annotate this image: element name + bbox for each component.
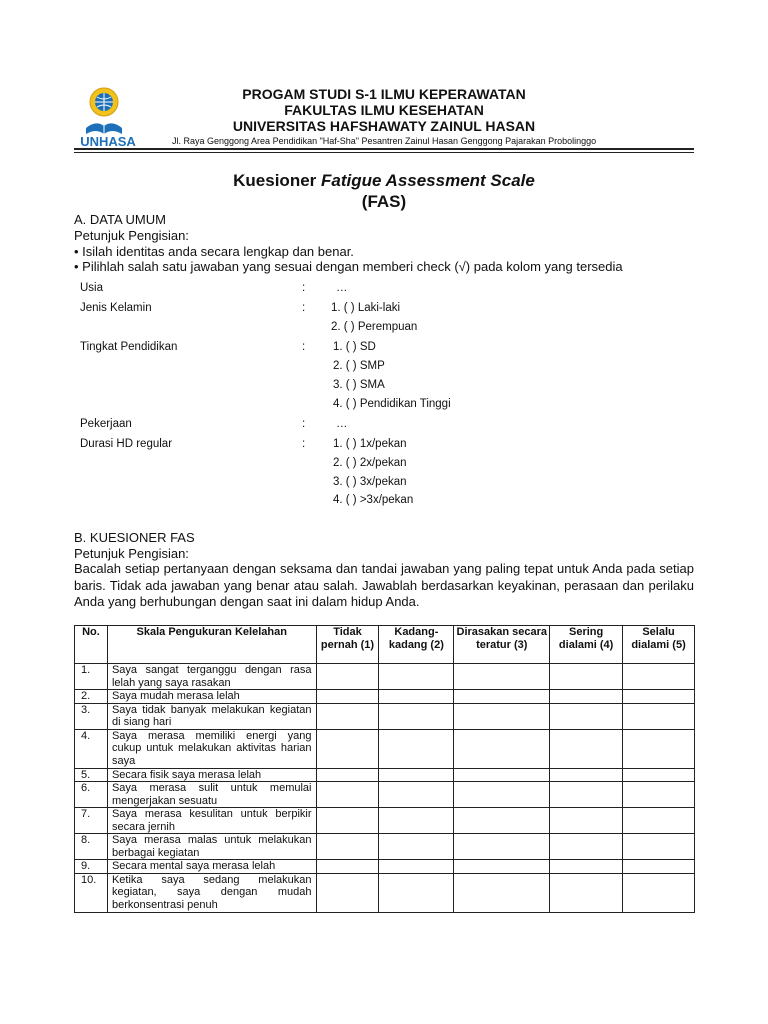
table-header-row bbox=[75, 626, 695, 664]
answer-cell-4[interactable] bbox=[550, 664, 623, 690]
field-value-usia[interactable]: … bbox=[336, 282, 348, 294]
section-b-instructions: Bacalah setiap pertanyaan dengan seksama dan tandai jawaban yang paling tepat untuk Anda pada setiap baris. Tidak ada jawaban yang benar atau salah. Jawablah berdasarkan keyakinan, perasaan dan perilaku Anda yang berhubungan dengan saat ini dalam hidup Anda. bbox=[74, 561, 694, 609]
answer-cell-2[interactable] bbox=[379, 703, 454, 729]
answer-cell-4[interactable] bbox=[550, 690, 623, 704]
colon: : bbox=[302, 302, 306, 314]
item-statement: Saya sangat terganggu dengan rasa lelah yang saya rasakan bbox=[107, 664, 316, 690]
item-number: 8. bbox=[75, 834, 108, 860]
field-label-usia: Usia bbox=[80, 282, 104, 294]
item-number: 4. bbox=[75, 729, 108, 768]
answer-cell-1[interactable] bbox=[316, 873, 379, 912]
answer-cell-1[interactable] bbox=[316, 808, 379, 834]
field-label-tingkat-pendidikan: Tingkat Pendidikan bbox=[80, 341, 178, 353]
answer-cell-5[interactable] bbox=[623, 808, 695, 834]
field-value-pekerjaan[interactable]: … bbox=[336, 418, 348, 430]
table-row bbox=[75, 729, 695, 768]
logo-text: UNHASA bbox=[80, 134, 136, 148]
answer-cell-2[interactable] bbox=[379, 690, 454, 704]
col-header-sering: Sering dialami (4) bbox=[550, 626, 623, 664]
answer-cell-3[interactable] bbox=[454, 873, 550, 912]
answer-cell-1[interactable] bbox=[316, 690, 379, 704]
item-statement: Saya merasa memiliki energi yang cukup untuk melakukan aktivitas harian saya bbox=[107, 729, 316, 768]
section-a-heading: A. DATA UMUM bbox=[74, 212, 166, 227]
answer-cell-5[interactable] bbox=[623, 768, 695, 782]
answer-cell-4[interactable] bbox=[550, 834, 623, 860]
item-number: 6. bbox=[75, 782, 108, 808]
option-more-3x-pekan[interactable]: 4. ( ) >3x/pekan bbox=[333, 494, 414, 506]
colon: : bbox=[302, 438, 306, 450]
fas-table bbox=[74, 625, 695, 913]
answer-cell-3[interactable] bbox=[454, 768, 550, 782]
section-b-heading: B. KUESIONER FAS bbox=[74, 530, 195, 545]
item-number: 3. bbox=[75, 703, 108, 729]
answer-cell-1[interactable] bbox=[316, 664, 379, 690]
item-number: 9. bbox=[75, 860, 108, 874]
answer-cell-1[interactable] bbox=[316, 703, 379, 729]
answer-cell-2[interactable] bbox=[379, 664, 454, 690]
page-title: Kuesioner Fatigue Assessment Scale bbox=[233, 171, 535, 190]
answer-cell-1[interactable] bbox=[316, 782, 379, 808]
item-number: 7. bbox=[75, 808, 108, 834]
answer-cell-3[interactable] bbox=[454, 808, 550, 834]
answer-cell-3[interactable] bbox=[454, 782, 550, 808]
item-statement: Saya tidak banyak melakukan kegiatan di siang hari bbox=[107, 703, 316, 729]
option-sma[interactable]: 3. ( ) SMA bbox=[333, 379, 385, 391]
answer-cell-1[interactable] bbox=[316, 834, 379, 860]
answer-cell-1[interactable] bbox=[316, 860, 379, 874]
answer-cell-2[interactable] bbox=[379, 808, 454, 834]
answer-cell-4[interactable] bbox=[550, 782, 623, 808]
answer-cell-5[interactable] bbox=[623, 873, 695, 912]
option-3x-pekan[interactable]: 3. ( ) 3x/pekan bbox=[333, 476, 407, 488]
section-a-instructions-label: Petunjuk Pengisian: bbox=[74, 228, 189, 243]
option-2x-pekan[interactable]: 2. ( ) 2x/pekan bbox=[333, 457, 407, 469]
table-row bbox=[75, 768, 695, 782]
answer-cell-3[interactable] bbox=[454, 834, 550, 860]
faculty-name: FAKULTAS ILMU KESEHATAN bbox=[284, 102, 484, 118]
answer-cell-2[interactable] bbox=[379, 782, 454, 808]
col-header-tidak-pernah: Tidak pernah (1) bbox=[316, 626, 379, 664]
answer-cell-5[interactable] bbox=[623, 664, 695, 690]
colon: : bbox=[302, 282, 306, 294]
answer-cell-3[interactable] bbox=[454, 690, 550, 704]
item-number: 5. bbox=[75, 768, 108, 782]
page-subtitle: (FAS) bbox=[361, 192, 407, 211]
answer-cell-5[interactable] bbox=[623, 703, 695, 729]
table-row bbox=[75, 860, 695, 874]
institution-address: Jl. Raya Genggong Area Pendidikan "Haf-Sha" Pesantren Zainul Hasan Genggong Pajarakan Probolinggo bbox=[172, 136, 597, 146]
table-row bbox=[75, 703, 695, 729]
answer-cell-4[interactable] bbox=[550, 703, 623, 729]
answer-cell-2[interactable] bbox=[379, 729, 454, 768]
university-logo-icon bbox=[72, 84, 144, 148]
item-number: 10. bbox=[75, 873, 108, 912]
table-row bbox=[75, 690, 695, 704]
answer-cell-3[interactable] bbox=[454, 664, 550, 690]
item-statement: Secara mental saya merasa lelah bbox=[107, 860, 316, 874]
col-header-selalu: Selalu dialami (5) bbox=[623, 626, 695, 664]
field-label-pekerjaan: Pekerjaan bbox=[80, 418, 132, 430]
answer-cell-5[interactable] bbox=[623, 860, 695, 874]
option-smp[interactable]: 2. ( ) SMP bbox=[333, 360, 385, 372]
option-sd[interactable]: 1. ( ) SD bbox=[333, 341, 376, 353]
colon: : bbox=[302, 418, 306, 430]
answer-cell-5[interactable] bbox=[623, 782, 695, 808]
item-statement: Saya merasa sulit untuk memulai mengerjakan sesuatu bbox=[107, 782, 316, 808]
field-label-durasi-hd: Durasi HD regular bbox=[80, 438, 173, 450]
answer-cell-1[interactable] bbox=[316, 768, 379, 782]
instruction-bullet: • Isilah identitas anda secara lengkap dan benar. bbox=[74, 244, 354, 259]
answer-cell-4[interactable] bbox=[550, 808, 623, 834]
answer-cell-4[interactable] bbox=[550, 873, 623, 912]
answer-cell-3[interactable] bbox=[454, 729, 550, 768]
field-label-jenis-kelamin: Jenis Kelamin bbox=[80, 302, 152, 314]
item-statement: Saya merasa kesulitan untuk berpikir secara jernih bbox=[107, 808, 316, 834]
answer-cell-5[interactable] bbox=[623, 729, 695, 768]
answer-cell-1[interactable] bbox=[316, 729, 379, 768]
answer-cell-4[interactable] bbox=[550, 860, 623, 874]
university-name: UNIVERSITAS HAFSHAWATY ZAINUL HASAN bbox=[232, 118, 536, 134]
table-row bbox=[75, 664, 695, 690]
item-number: 2. bbox=[75, 690, 108, 704]
item-statement: Secara fisik saya merasa lelah bbox=[107, 768, 316, 782]
answer-cell-3[interactable] bbox=[454, 703, 550, 729]
col-header-dirasakan-teratur: Dirasakan secara teratur (3) bbox=[454, 626, 550, 664]
col-header-skala: Skala Pengukuran Kelelahan bbox=[107, 626, 316, 664]
answer-cell-2[interactable] bbox=[379, 873, 454, 912]
answer-cell-2[interactable] bbox=[379, 860, 454, 874]
answer-cell-4[interactable] bbox=[550, 729, 623, 768]
answer-cell-5[interactable] bbox=[623, 834, 695, 860]
header-rule-thin bbox=[74, 152, 694, 153]
item-statement: Saya merasa malas untuk melakukan berbagai kegiatan bbox=[107, 834, 316, 860]
colon: : bbox=[302, 341, 306, 353]
col-header-kadang-kadang: Kadang-kadang (2) bbox=[379, 626, 454, 664]
option-pendidikan-tinggi[interactable]: 4. ( ) Pendidikan Tinggi bbox=[333, 398, 451, 410]
answer-cell-3[interactable] bbox=[454, 860, 550, 874]
table-row bbox=[75, 808, 695, 834]
table-row bbox=[75, 834, 695, 860]
section-b-instructions-label: Petunjuk Pengisian: bbox=[74, 546, 189, 561]
item-statement: Saya mudah merasa lelah bbox=[107, 690, 316, 704]
table-row bbox=[75, 782, 695, 808]
option-laki-laki[interactable]: 1. ( ) Laki-laki bbox=[331, 302, 401, 314]
answer-cell-5[interactable] bbox=[623, 690, 695, 704]
answer-cell-2[interactable] bbox=[379, 768, 454, 782]
col-header-no: No. bbox=[75, 626, 108, 664]
answer-cell-4[interactable] bbox=[550, 768, 623, 782]
item-statement: Ketika saya sedang melakukan kegiatan, saya dengan mudah berkonsentrasi penuh bbox=[107, 873, 316, 912]
institution-header bbox=[150, 86, 618, 134]
answer-cell-2[interactable] bbox=[379, 834, 454, 860]
option-1x-pekan[interactable]: 1. ( ) 1x/pekan bbox=[333, 438, 407, 450]
instruction-bullet: • Pilihlah salah satu jawaban yang sesuai dengan memberi check (√) pada kolom yang tersedia bbox=[74, 259, 623, 274]
fas-table-body bbox=[75, 664, 695, 913]
header-rule bbox=[74, 148, 694, 150]
program-name: PROGAM STUDI S-1 ILMU KEPERAWATAN bbox=[242, 86, 526, 102]
table-row bbox=[75, 873, 695, 912]
item-number: 1. bbox=[75, 664, 108, 690]
option-perempuan[interactable]: 2. ( ) Perempuan bbox=[331, 321, 418, 333]
